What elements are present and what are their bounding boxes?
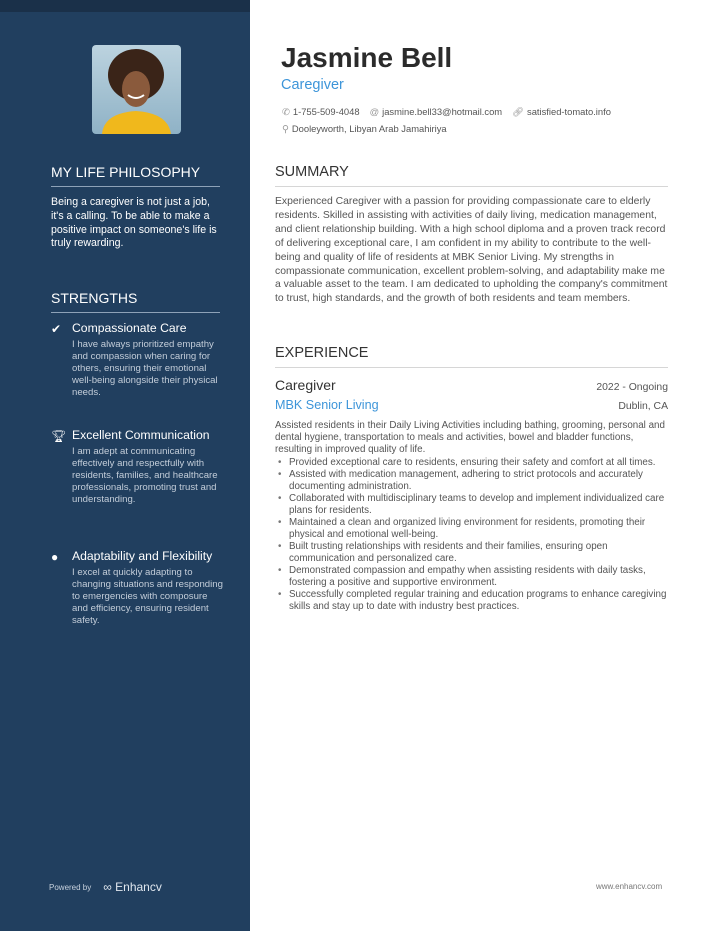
experience-heading: EXPERIENCE: [275, 345, 668, 368]
strength-title: Adaptability and Flexibility: [72, 549, 213, 563]
brand-name: Enhancv: [115, 880, 162, 894]
contact-info: [282, 103, 675, 137]
bullet: • Provided exceptional care to residents, ensuring their safety and comfort at all times.: [275, 457, 668, 469]
bullet: • Collaborated with multidisciplinary teams to develop and implement individualized care plans for residents.: [275, 493, 668, 517]
bullet: • Maintained a clean and organized living environment for residents, promoting their physical and emotional well-being.: [275, 517, 668, 541]
strength-title: Excellent Communication: [72, 428, 210, 442]
link-icon: 🔗︎: [512, 106, 525, 117]
job-location: Dublin, CA: [618, 401, 668, 412]
summary-text: Experienced Caregiver with a passion for providing compassionate care to elderly residents. Skilled in assisting with activities of daily living, medication management, and client relationship building. With a high school diploma and a proven track record of delivering exceptional care, I am confident in my ability to contribute to the well-being and quality of life of residents at MBK Senior Living. My strengths in compassionate communication, excellent problem-solving, and adaptability make me a valuable asset to the team. I am dedicated to upholding the company's commitment to trust, high standards, and the growth of both residents and team members.: [275, 196, 668, 305]
brain-icon: ●: [51, 550, 59, 564]
footer-url[interactable]: www.enhancv.com: [596, 882, 663, 891]
top-strip: [0, 0, 250, 12]
strength-desc: I am adept at communicating effectively and respectfully with residents, families, and healthcare professionals, promoting trust and understanding.: [72, 446, 218, 506]
bullet: • Built trusting relationships with residents and their families, ensuring open communication and personalized care.: [275, 541, 668, 565]
strength-desc: I excel at quickly adapting to changing situations and responding to emergencies with composure and efficiency, ensuring resident safety.: [72, 567, 223, 627]
bullet: • Demonstrated compassion and empathy when assisting residents with daily tasks, fostering a positive and supportive environment.: [275, 565, 668, 589]
company: MBK Senior Living: [275, 398, 379, 412]
strengths-heading: STRENGTHS: [51, 290, 220, 313]
strength-item: [51, 428, 226, 506]
job-title: Caregiver: [275, 377, 336, 393]
summary-heading: SUMMARY: [275, 164, 668, 187]
location-icon: ⚲: [282, 123, 289, 134]
philosophy-heading: MY LIFE PHILOSOPHY: [51, 164, 220, 187]
trophy-icon: 🏆︎: [51, 429, 67, 443]
check-icon: ✔: [51, 322, 62, 336]
strength-item: [51, 321, 226, 399]
job-description: Assisted residents in their Daily Living Activities including bathing, grooming, personal and dental hygiene, transportation to meals and activities, bowel and bladder functions, resulting in improved quality of life.: [275, 420, 665, 455]
location: Dooleyworth, Libyan Arab Jamahiriya: [291, 123, 447, 134]
philosophy-text: Being a caregiver is not just a job, it's a calling. To be able to make a positive impact on someone's life is truly rewarding.: [51, 196, 217, 250]
website[interactable]: satisfied-tomato.info: [527, 106, 611, 117]
job-dates: 2022 - Ongoing: [596, 382, 668, 393]
strength-desc: I have always prioritized empathy and compassion when caring for others, ensuring their emotional well-being alongside their physical needs.: [72, 339, 218, 399]
bullet: • Assisted with medication management, adhering to strict protocols and accurately documenting administration.: [275, 469, 668, 493]
email-icon: @: [369, 106, 380, 117]
strength-title: Compassionate Care: [72, 321, 187, 335]
email[interactable]: jasmine.bell33@hotmail.com: [382, 106, 503, 117]
bullet: • Successfully completed regular training and education programs to enhance caregiving skills and stay up to date with industry best practices.: [275, 589, 668, 613]
powered-by: [49, 880, 162, 894]
phone[interactable]: 1-755-509-4048: [292, 106, 360, 117]
powered-by-label: Powered by: [49, 882, 92, 892]
candidate-role: Caregiver: [281, 77, 344, 93]
candidate-name: Jasmine Bell: [281, 42, 453, 73]
profile-photo: [92, 45, 181, 134]
job-entry: [275, 377, 668, 613]
phone-icon: ✆: [282, 106, 290, 117]
strength-item: [51, 549, 226, 627]
enhancv-logo: ∞ Enhancv: [103, 880, 162, 894]
job-bullets: [275, 457, 668, 613]
